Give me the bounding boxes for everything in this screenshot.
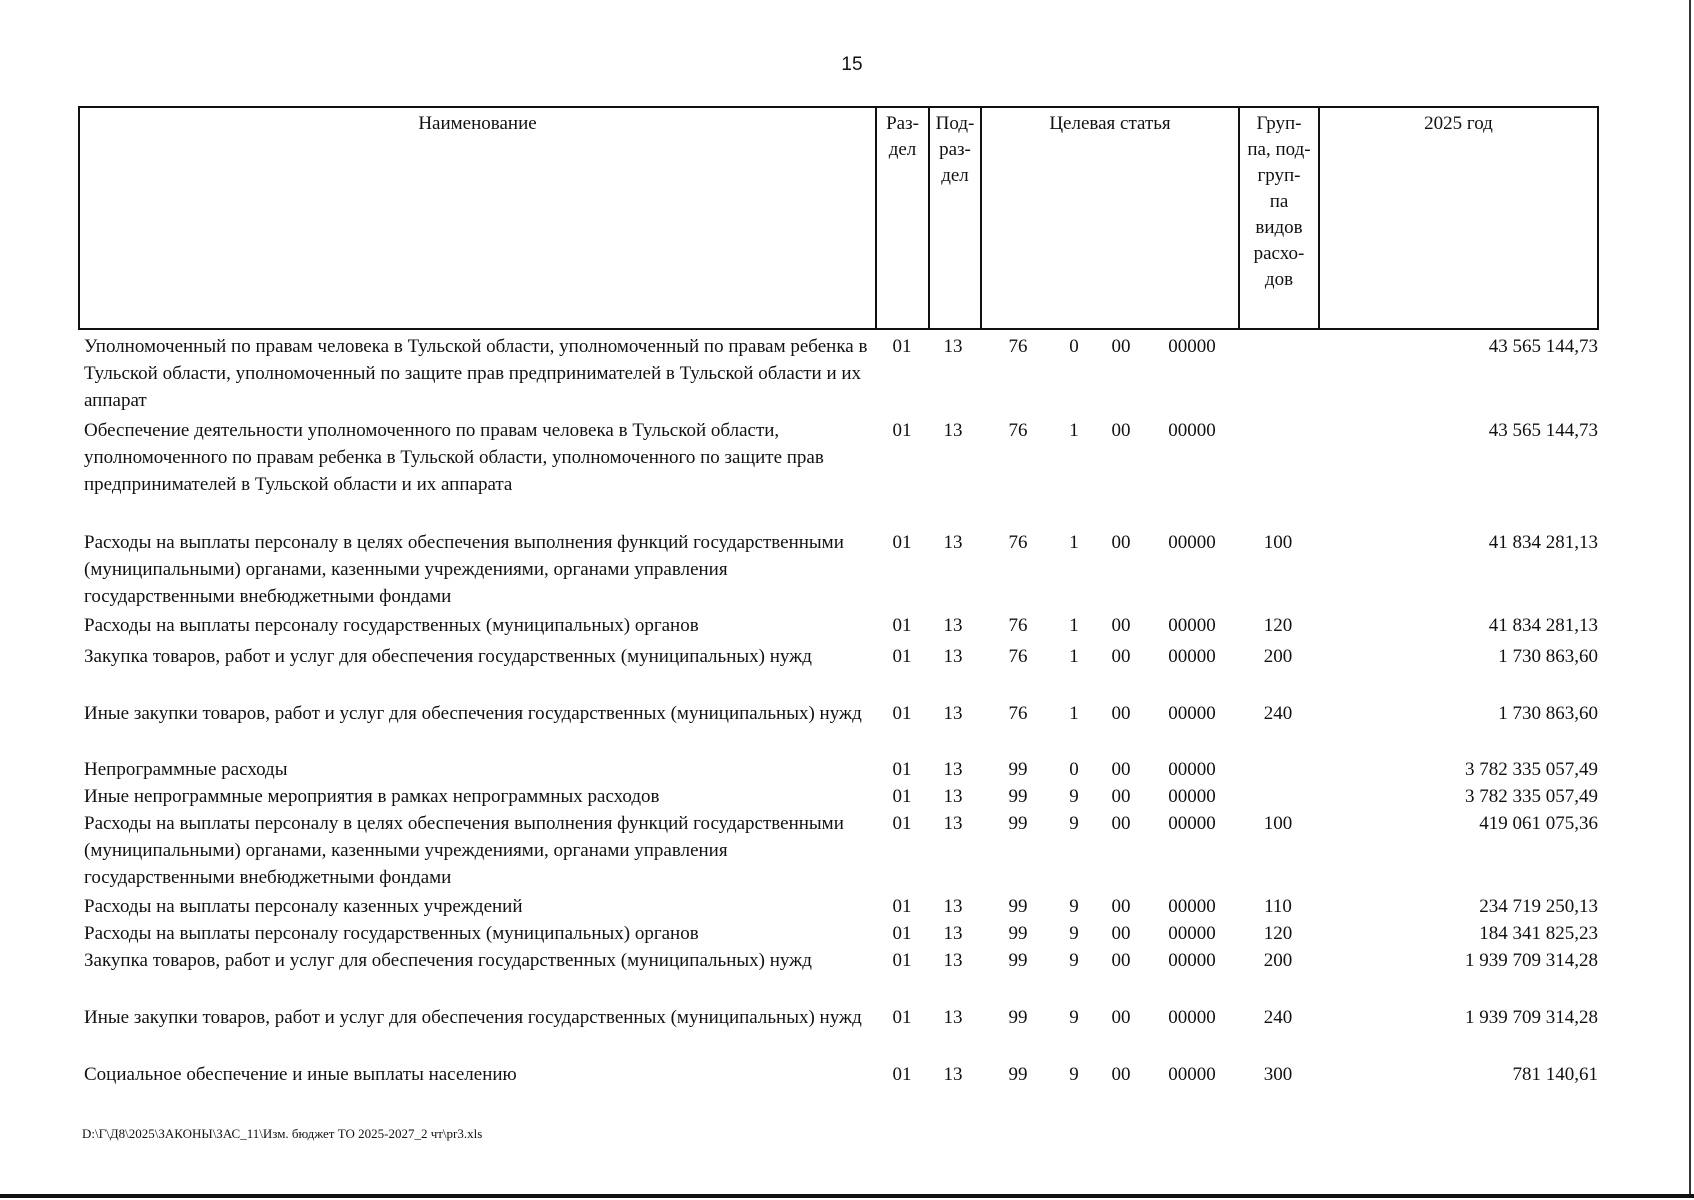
row-code-vr: 200: [1263, 646, 1293, 667]
row-name: Обеспечение деятельности уполномоченного по правам человека в Тульской области, уполномоченного по правам ребенка в Тульской области, уполномоченного по защите прав предпринимателей в Тульской области и их аппарата: [84, 420, 824, 495]
row-code-c4: 00000: [1168, 786, 1216, 807]
row-code-pr: 13: [943, 1064, 963, 1085]
row-name: Закупка товаров, работ и услуг для обеспечения государственных (муниципальных) нужд: [84, 646, 812, 667]
row-code-c2: 1: [1069, 615, 1079, 636]
row-code-c2: 1: [1069, 646, 1079, 667]
bottom-border: [0, 1194, 1694, 1198]
row-sum: 1 730 863,60: [1498, 703, 1598, 724]
row-code-c1: 76: [1008, 703, 1028, 724]
row-code-c1: 76: [1008, 615, 1028, 636]
row-name: Расходы на выплаты персоналу государственных (муниципальных) органов: [84, 923, 699, 944]
row-code-r: 01: [892, 336, 912, 357]
row-sum: 3 782 335 057,49: [1465, 759, 1598, 780]
header-gruppa: Груп- па, под- груп- па видов расхо- дов: [1247, 113, 1311, 290]
row-code-vr: 120: [1263, 615, 1293, 636]
row-code-c1: 99: [1008, 786, 1028, 807]
row-code-c3: 00: [1111, 813, 1131, 834]
row-name: Иные закупки товаров, работ и услуг для обеспечения государственных (муниципальных) нужд: [84, 703, 862, 724]
row-code-c4: 00000: [1168, 336, 1216, 357]
row-code-c2: 9: [1069, 1007, 1079, 1028]
row-code-pr: 13: [943, 759, 963, 780]
row-code-pr: 13: [943, 950, 963, 971]
row-name: Закупка товаров, работ и услуг для обеспечения государственных (муниципальных) нужд: [84, 950, 812, 971]
row-code-vr: 300: [1263, 1064, 1293, 1085]
row-code-r: 01: [892, 896, 912, 917]
row-code-c3: 00: [1111, 615, 1131, 636]
row-code-c3: 00: [1111, 896, 1131, 917]
row-code-vr: 200: [1263, 950, 1293, 971]
file-path: D:\Г\Д8\2025\ЗАКОНЫ\ЗАС_11\Изм. бюджет ТО 2025-2027_2 чт\pr3.xls: [82, 1126, 483, 1141]
row-code-c4: 00000: [1168, 1064, 1216, 1085]
row-name: Расходы на выплаты персоналу казенных учреждений: [84, 896, 523, 917]
row-code-vr: 100: [1263, 813, 1293, 834]
row-code-pr: 13: [943, 420, 963, 441]
row-code-r: 01: [892, 532, 912, 553]
row-code-c2: 1: [1069, 532, 1079, 553]
row-sum: 184 341 825,23: [1479, 923, 1598, 944]
row-name: Расходы на выплаты персоналу в целях обеспечения выполнения функций государственными (муниципальными) органами, казенными учреждениями, органами управления государственными внебюджетными фондами: [84, 532, 844, 607]
row-code-c4: 00000: [1168, 646, 1216, 667]
row-code-c2: 1: [1069, 703, 1079, 724]
row-code-r: 01: [892, 703, 912, 724]
row-code-pr: 13: [943, 786, 963, 807]
row-code-pr: 13: [943, 923, 963, 944]
row-code-c3: 00: [1111, 532, 1131, 553]
row-code-r: 01: [892, 950, 912, 971]
row-code-c1: 99: [1008, 923, 1028, 944]
row-code-c4: 00000: [1168, 896, 1216, 917]
row-code-c2: 0: [1069, 759, 1079, 780]
row-name: Расходы на выплаты персоналу в целях обеспечения выполнения функций государственными (муниципальными) органами, казенными учреждениями, органами управления государственными внебюджетными фондами: [84, 813, 844, 888]
header-year: 2025 год: [1424, 113, 1493, 134]
row-code-c2: 9: [1069, 813, 1079, 834]
row-code-c4: 00000: [1168, 813, 1216, 834]
row-code-c4: 00000: [1168, 1007, 1216, 1028]
row-code-c1: 99: [1008, 1007, 1028, 1028]
row-code-c3: 00: [1111, 759, 1131, 780]
row-code-vr: 100: [1263, 532, 1293, 553]
row-sum: 43 565 144,73: [1488, 420, 1598, 441]
row-code-c2: 9: [1069, 923, 1079, 944]
row-code-c2: 0: [1069, 336, 1079, 357]
row-sum: 41 834 281,13: [1488, 615, 1598, 636]
header-podrazdel: Под- раз- дел: [935, 113, 975, 186]
row-code-c3: 00: [1111, 950, 1131, 971]
row-code-c4: 00000: [1168, 420, 1216, 441]
row-sum: 1 730 863,60: [1498, 646, 1598, 667]
row-code-c2: 1: [1069, 420, 1079, 441]
row-code-vr: 120: [1263, 923, 1293, 944]
header-razdel: Раз- дел: [886, 113, 919, 160]
row-code-c1: 76: [1008, 420, 1028, 441]
row-code-c4: 00000: [1168, 615, 1216, 636]
row-sum: 3 782 335 057,49: [1465, 786, 1598, 807]
row-code-c4: 00000: [1168, 759, 1216, 780]
row-code-pr: 13: [943, 703, 963, 724]
page-number: 15: [841, 54, 863, 75]
row-code-c1: 76: [1008, 646, 1028, 667]
row-sum: 781 140,61: [1512, 1064, 1598, 1085]
row-code-c1: 99: [1008, 896, 1028, 917]
row-code-c3: 00: [1111, 1064, 1131, 1085]
row-code-pr: 13: [943, 896, 963, 917]
row-code-c4: 00000: [1168, 923, 1216, 944]
row-name: Расходы на выплаты персоналу государственных (муниципальных) органов: [84, 615, 699, 636]
row-name: Непрограммные расходы: [84, 759, 288, 780]
header-name: Наименование: [418, 113, 537, 134]
row-code-c3: 00: [1111, 646, 1131, 667]
row-name: Уполномоченный по правам человека в Тульской области, уполномоченный по правам ребенка в Тульской области, уполномоченный по защите прав предпринимателей в Тульской области и их аппарат: [84, 336, 868, 411]
row-name: Социальное обеспечение и иные выплаты населению: [84, 1064, 517, 1085]
row-sum: 1 939 709 314,28: [1465, 1007, 1598, 1028]
row-code-c3: 00: [1111, 1007, 1131, 1028]
row-code-vr: 240: [1263, 703, 1293, 724]
row-name: Иные закупки товаров, работ и услуг для обеспечения государственных (муниципальных) нужд: [84, 1007, 862, 1028]
row-code-c1: 99: [1008, 759, 1028, 780]
row-code-c2: 9: [1069, 950, 1079, 971]
row-code-c1: 99: [1008, 950, 1028, 971]
row-code-c4: 00000: [1168, 703, 1216, 724]
row-code-c1: 99: [1008, 813, 1028, 834]
row-code-r: 01: [892, 646, 912, 667]
row-code-r: 01: [892, 923, 912, 944]
row-code-c1: 99: [1008, 1064, 1028, 1085]
row-code-vr: 240: [1263, 1007, 1293, 1028]
row-code-pr: 13: [943, 1007, 963, 1028]
row-code-r: 01: [892, 1064, 912, 1085]
row-code-c3: 00: [1111, 703, 1131, 724]
row-code-c2: 9: [1069, 896, 1079, 917]
row-code-c1: 76: [1008, 336, 1028, 357]
row-sum: 41 834 281,13: [1488, 532, 1598, 553]
right-border: [1689, 0, 1691, 1194]
row-code-c4: 00000: [1168, 950, 1216, 971]
table-header: [78, 106, 1599, 330]
row-code-c2: 9: [1069, 786, 1079, 807]
row-code-pr: 13: [943, 336, 963, 357]
row-code-c3: 00: [1111, 336, 1131, 357]
row-code-r: 01: [892, 1007, 912, 1028]
row-name: Иные непрограммные мероприятия в рамках непрограммных расходов: [84, 786, 660, 807]
row-code-c1: 76: [1008, 532, 1028, 553]
row-sum: 419 061 075,36: [1479, 813, 1598, 834]
row-code-pr: 13: [943, 646, 963, 667]
row-sum: 43 565 144,73: [1488, 336, 1598, 357]
row-code-c4: 00000: [1168, 532, 1216, 553]
header-celevaya: Целевая статья: [1049, 113, 1171, 134]
row-code-r: 01: [892, 813, 912, 834]
row-code-r: 01: [892, 615, 912, 636]
row-code-r: 01: [892, 759, 912, 780]
row-code-c3: 00: [1111, 923, 1131, 944]
row-sum: 234 719 250,13: [1479, 896, 1598, 917]
row-code-r: 01: [892, 786, 912, 807]
row-code-c2: 9: [1069, 1064, 1079, 1085]
row-code-pr: 13: [943, 532, 963, 553]
row-code-r: 01: [892, 420, 912, 441]
row-code-pr: 13: [943, 813, 963, 834]
row-code-pr: 13: [943, 615, 963, 636]
row-code-c3: 00: [1111, 786, 1131, 807]
row-code-vr: 110: [1264, 896, 1292, 917]
row-code-c3: 00: [1111, 420, 1131, 441]
row-sum: 1 939 709 314,28: [1465, 950, 1598, 971]
